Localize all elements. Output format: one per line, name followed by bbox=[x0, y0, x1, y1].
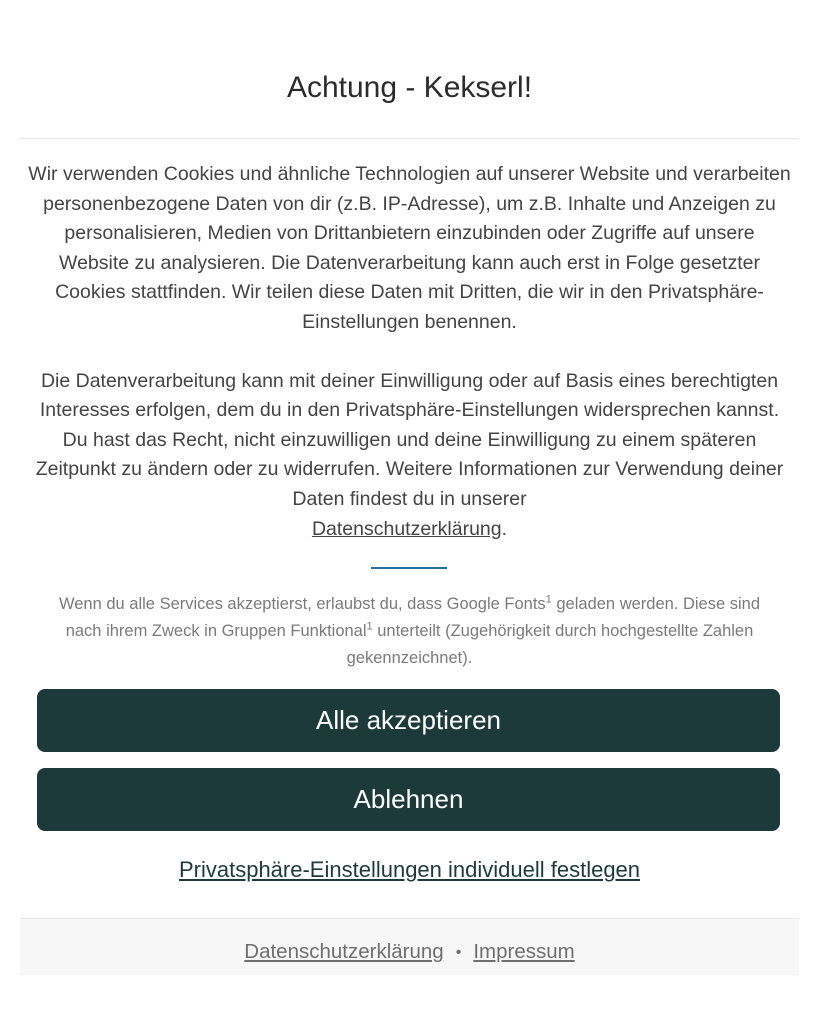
section-separator bbox=[371, 567, 447, 569]
google-fonts-superscript: 1 bbox=[545, 593, 552, 606]
paragraph-2-period: . bbox=[501, 517, 508, 540]
dialog-header bbox=[20, 0, 799, 139]
accept-all-button[interactable]: Alle akzeptieren bbox=[37, 689, 780, 752]
individual-privacy-settings-link[interactable]: Privatsphäre-Einstellungen individuell festlegen bbox=[178, 857, 641, 882]
services-note-part-1: Wenn du alle Services akzeptierst, erlaubst du, dass Google Fonts bbox=[58, 595, 546, 613]
functional-group-superscript: 1 bbox=[366, 620, 373, 633]
consent-paragraph-2 bbox=[28, 367, 791, 545]
footer-imprint-link[interactable]: Impressum bbox=[473, 940, 575, 963]
consent-paragraph-1: Wir verwenden Cookies und ähnliche Technologien auf unserer Website und verarbeiten personenbezogene Daten von dir (z.B. IP-Adresse), um z.B. Inhalte und Anzeigen zu personalisieren, Medien von Drittanbietern einzubinden oder Zugriffe auf unsere Website zu analysieren. Die Datenverarbeitung kann auch erst in Folge gesetzter Cookies stattfinden. Wir teilen diese Daten mit Dritten, die wir in den Privatsphäre-Einstellungen benennen. bbox=[28, 163, 791, 333]
privacy-policy-link[interactable]: Datenschutzerklärung bbox=[311, 517, 502, 540]
decline-button[interactable]: Ablehnen bbox=[37, 768, 780, 831]
footer-privacy-link[interactable]: Datenschutzerklärung bbox=[244, 940, 444, 963]
services-note bbox=[40, 591, 779, 672]
consent-paragraph-2-text: Die Datenverarbeitung kann mit deiner Einwilligung oder auf Basis eines berechtigten Interesses erfolgen, dem du in den Privatsphäre-Einstellungen widersprechen kannst. Du hast das Recht, nicht einzuwilligen und deine Einwilligung zu einem späteren Zeitpunkt zu ändern oder zu widerrufen. Weitere Informationen zur Verwendung deiner Daten findest du in unserer bbox=[35, 369, 784, 510]
services-note-part-2: geladen werden. Diese sind nach ihrem Zweck in Gruppen Funktional bbox=[65, 595, 761, 640]
footer-separator-dot: • bbox=[455, 943, 462, 961]
dialog-footer bbox=[20, 918, 799, 975]
services-note-part-3: unterteilt (Zugehörigkeit durch hochgestellte Zahlen gekennzeichnet). bbox=[346, 622, 754, 667]
dialog-title: Achtung - Kekserl! bbox=[286, 71, 533, 104]
consent-description bbox=[28, 160, 791, 544]
